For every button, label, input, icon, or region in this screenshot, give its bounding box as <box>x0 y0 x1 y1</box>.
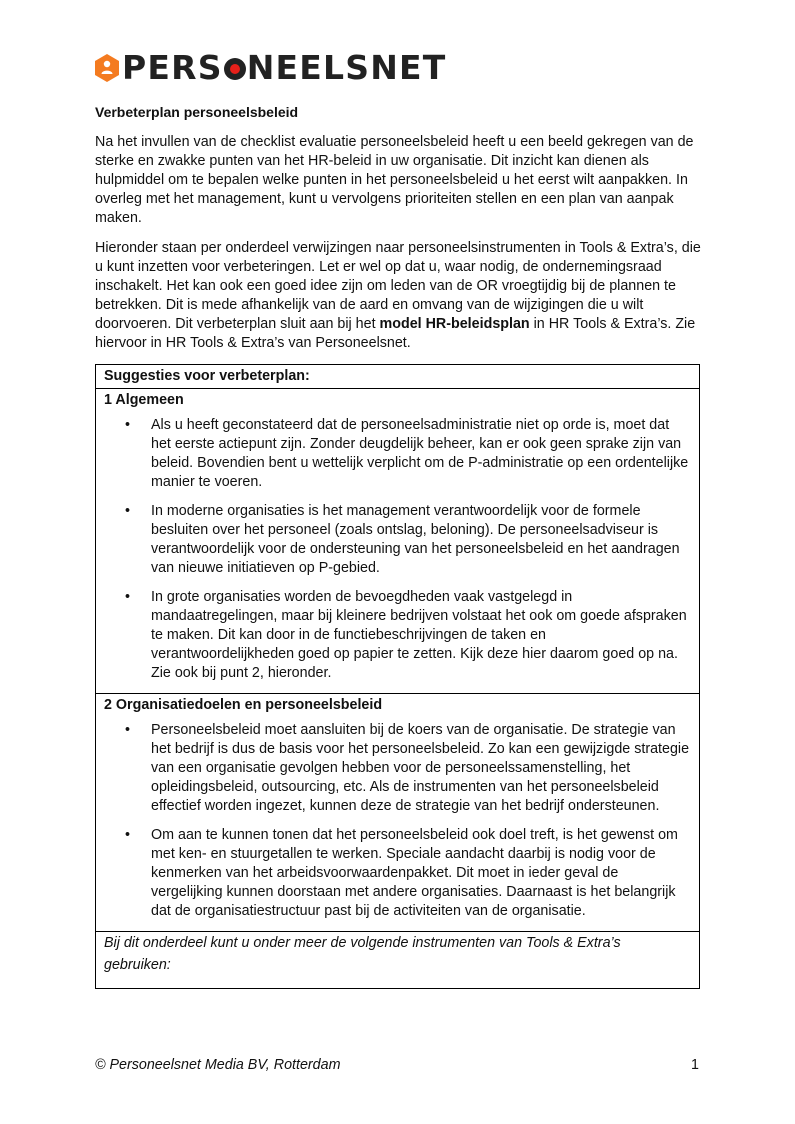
bullet-list <box>96 416 699 683</box>
page-number: 1 <box>691 1057 699 1073</box>
suggestions-table <box>95 364 700 989</box>
model-hr-beleidsplan-link-text: model HR-beleidsplan <box>379 316 530 332</box>
bullet-list <box>96 721 699 921</box>
logo-wordmark: PERS NEELSNET <box>122 48 447 87</box>
section-title: 1 Algemeen <box>104 392 184 408</box>
instruments-paragraph: Hieronder staan per onderdeel verwijzingen naar personeelsinstrumenten in Tools & Extra’s, die u kunt inzetten voor verbeteringen. Let er wel op dat u, waar nodig, de ondernemingsraad inschakelt. Het kan ook een goed idee zijn om leden van de OR vroegtijdig bij de plannen te betrekken. Dit is mede afhankelijk van de aard en omvang van de wijzigingen die u wilt doorvoeren. Dit verbeterplan sluit aan bij het model HR-beleidsplan in HR Tools & Extra’s. Zie hiervoor in HR Tools & Extra’s van Personeelsnet. <box>95 240 701 351</box>
section-organisatiedoelen <box>96 693 699 921</box>
list-item: • In moderne organisaties is het management verantwoordelijk voor de formele besluiten over het personeel (zoals ontslag, beloning). De personeelsadviseur is verantwoordelijk voor de ondersteuning van het personeelsbeleid en het aandragen van nieuwe initiatieven op P-gebied. <box>151 502 693 578</box>
section-algemeen <box>96 388 699 683</box>
logo-target-dot <box>224 58 246 80</box>
personeelsnet-logo <box>95 50 447 86</box>
list-item: • In grote organisaties worden de bevoegdheden vaak vastgelegd in mandaatregelingen, maar bij kleinere bedrijven volstaat het ook om goede afspraken te maken. Dit kan door in de functiebeschrijvingen de taken en verantwoordelijkheden goed op papier te zetten. Kijk deze hier daarom goed op na. Zie ook bij punt 2, hieronder. <box>151 588 693 683</box>
list-item: • Als u heeft geconstateerd dat de personeelsadministratie niet op orde is, moet dat het eerste actiepunt zijn. Zonder deugdelijk beheer, kan er ook geen sprake zijn van beleid. Bovendien bent u wettelijk verplicht om de P-administratie op een ordentelijke manier te voeren. <box>151 416 693 492</box>
footer-copyright: © Personeelsnet Media BV, Rotterdam <box>95 1057 341 1073</box>
hexagon-person-icon <box>95 54 119 82</box>
document-title: Verbeterplan personeelsbeleid <box>95 104 299 120</box>
table-header: Suggesties voor verbeterplan: <box>104 368 310 384</box>
instruments-note: Bij dit onderdeel kunt u onder meer de volgende instrumenten van Tools & Extra’s gebruiken: <box>96 931 699 988</box>
intro-paragraph: Na het invullen van de checklist evaluatie personeelsbeleid heeft u een beeld gekregen van de sterke en zwakke punten van het HR-beleid in uw organisatie. Dit inzicht kan dienen als hulpmiddel om te bepalen welke punten in het personeelsbeleid u het eerst wilt aanpakken. In overleg met het management, kunt u vervolgens prioriteiten stellen en een plan van aanpak maken. <box>95 134 694 226</box>
section-title: 2 Organisatiedoelen en personeelsbeleid <box>104 697 383 713</box>
list-item: • Personeelsbeleid moet aansluiten bij de koers van de organisatie. De strategie van het bedrijf is dus de basis voor het personeelsbeleid. Zo kan een gewijzigde strategie van een organisatie gevolgen hebben voor de personeelssamenstelling, het opleidingsbeleid, outsourcing, etc. Als de instrumenten van het personeelsbeleid effectief worden ingezet, kunnen deze de strategie van het bedrijf ondersteunen. <box>151 721 693 816</box>
list-item: • Om aan te kunnen tonen dat het personeelsbeleid ook doel treft, is het gewenst om met ken- en stuurgetallen te werken. Speciale aandacht daarbij is nodig voor de kenmerken van het arbeidsvoorwaardenpakket. Dit moet in ieder geval de vergelijking kunnen doorstaan met andere organisaties. Daarnaast is het belangrijk dat de organisatiestructuur past bij de activiteiten van de organisatie. <box>151 826 693 921</box>
